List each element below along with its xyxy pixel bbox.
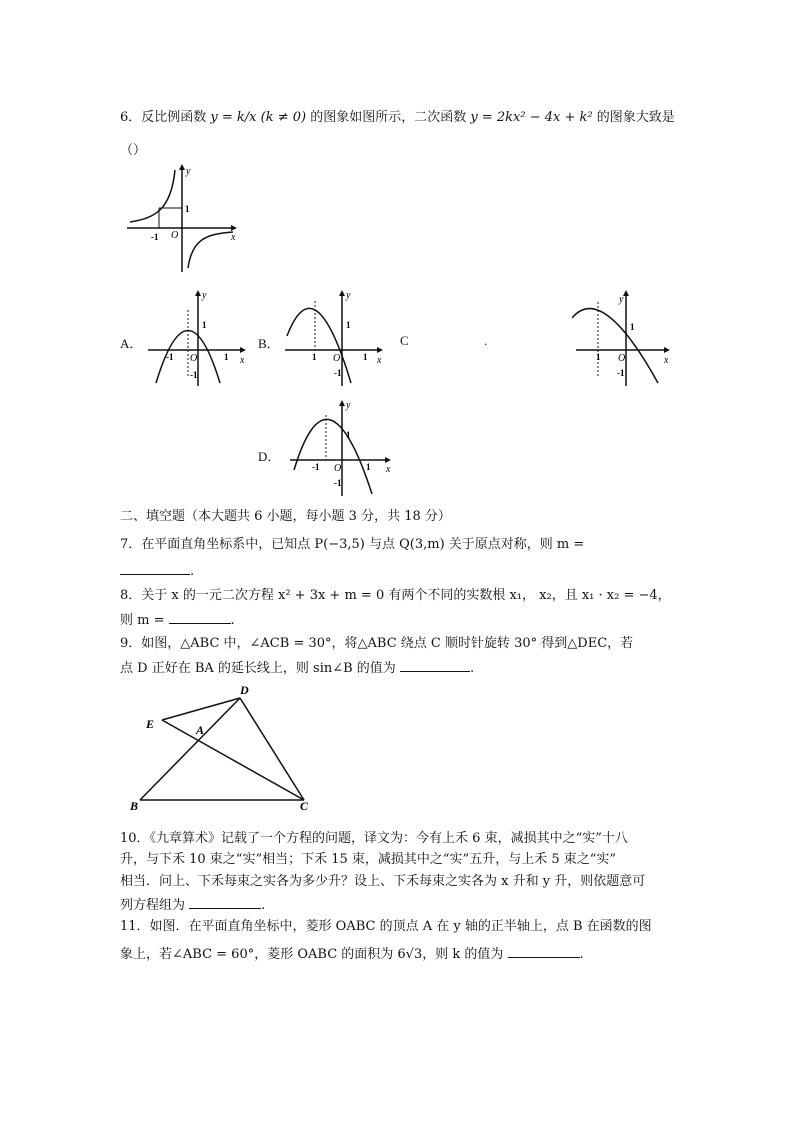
b-one-label: 1	[346, 320, 351, 330]
q7-end: .	[190, 564, 195, 579]
option-a-graph	[148, 288, 248, 388]
q11-line2	[120, 945, 584, 963]
d-y-label: y	[346, 400, 351, 411]
c-one-x: 1	[596, 352, 601, 362]
section-2-title: 二、填空题（本大题共 6 小题，每小题 3 分，共 18 分）	[120, 509, 451, 524]
q7-line2	[120, 562, 194, 580]
a-y-label: y	[202, 290, 207, 301]
b-one-x-left: 1	[312, 352, 317, 362]
q6-text-c: 的图象大致是	[596, 110, 675, 125]
q9-point-b: B	[130, 799, 139, 813]
q11-answer-blank[interactable]	[508, 945, 580, 958]
d-origin: O	[334, 463, 342, 474]
q9-answer-blank[interactable]	[400, 659, 470, 672]
q9-line2	[120, 659, 474, 677]
c-one-label: 1	[630, 322, 635, 332]
ref-origin-label: O	[171, 230, 179, 241]
q8-line2	[120, 611, 235, 629]
q10-line1: 10．《九章算术》记载了一个方程的问题，译文为：今有上禾 6 束，减损其中之“实”十八	[120, 831, 628, 846]
b-x-label: x	[377, 355, 382, 366]
ref-neg-one-label: -1	[151, 232, 159, 242]
q10-line2: 升，与下禾 10 束之“实”相当；下禾 15 束，减损其中之“实”五升，与上禾 5 束之“实”	[120, 852, 617, 867]
q6-reference-graph	[125, 160, 240, 275]
a-x-label: x	[240, 355, 245, 366]
q6-text-b: 的图象如图所示，二次函数	[310, 110, 467, 125]
q10-text4: 列方程组为	[120, 898, 186, 913]
ref-y-label: y	[186, 166, 191, 177]
q6-formula-a: y = k/x (k ≠ 0)	[210, 110, 307, 125]
q9-end: .	[469, 661, 475, 676]
q6-formula-b: y = 2kx² − 4x + k²	[470, 110, 593, 125]
b-neg-one-y: -1	[334, 368, 342, 378]
q6-paren: （）	[120, 143, 147, 158]
q9-text2: 点 D 正好在 BA 的延长线上，则 sin∠B 的值为	[120, 661, 396, 676]
option-c-dot: .	[484, 333, 488, 348]
q10-line4	[120, 896, 265, 914]
a-one-label: 1	[202, 320, 207, 330]
q10-line3: 相当．问上、下禾每束之实各为多少升？设上、下禾每束之实各为 x 升和 y 升，则依题意可	[120, 874, 646, 889]
d-x-label: x	[386, 464, 391, 475]
option-d-graph	[290, 398, 395, 498]
a-neg-one-x: -1	[166, 352, 174, 362]
q7-line1	[120, 537, 584, 553]
a-one-x: 1	[224, 352, 229, 362]
d-one-label: 1	[346, 430, 351, 440]
a-origin: O	[190, 353, 198, 364]
q8-answer-blank[interactable]	[169, 611, 231, 624]
q9-point-d: D	[240, 683, 249, 697]
q9-point-c: C	[300, 799, 309, 813]
q10-answer-blank[interactable]	[189, 896, 261, 909]
option-c-graph	[572, 288, 672, 388]
option-b-label: B．	[258, 336, 280, 351]
q6-text-a: 6．反比例函数	[120, 110, 207, 125]
d-neg-one-x: -1	[312, 462, 320, 472]
q10-end: .	[261, 898, 266, 913]
q9-line1: 9．如图，△ABC 中，∠ACB = 30°，将△ABC 绕点 C 顺时针旋转 30° 得到△DEC，若	[120, 636, 634, 651]
d-one-x: 1	[366, 462, 371, 472]
q8-line1: 8．关于 x 的一元二次方程 x² + 3x + m = 0 有两个不同的实数根 x₁， x₂，且 x₁ · x₂ = −4，	[120, 588, 671, 603]
q8-text2: 则 m =	[120, 613, 165, 628]
b-y-label: y	[346, 290, 351, 301]
c-origin: O	[618, 353, 626, 364]
c-x-label: x	[664, 355, 669, 366]
a-neg-one-y: -1	[190, 370, 198, 380]
q9-point-a: A	[196, 723, 205, 737]
ref-one-label: 1	[185, 204, 190, 214]
q11-line1: 11．如图．在平面直角坐标中，菱形 OABC 的顶点 A 在 y 轴的正半轴上，点 B 在函数的图	[120, 919, 652, 934]
ref-x-label: x	[231, 232, 236, 243]
q11-text2: 象上，若∠ABC = 60°，菱形 OABC 的面积为 6√3，则 k 的值为	[120, 947, 504, 962]
c-neg-one-y: -1	[617, 368, 625, 378]
b-origin: O	[333, 353, 341, 364]
q7-answer-blank[interactable]	[120, 562, 190, 575]
q9-triangle-figure	[128, 682, 318, 814]
option-c-label: C	[400, 333, 409, 348]
option-d-label: D．	[258, 449, 281, 464]
q8-end: .	[230, 613, 235, 628]
option-a-label: A．	[120, 336, 143, 351]
d-neg-one-y: -1	[334, 478, 342, 488]
q11-end: .	[579, 947, 584, 962]
q9-point-e: E	[146, 717, 155, 731]
q6-line1	[120, 110, 675, 126]
option-b-graph	[285, 288, 385, 388]
q7-text: 7．在平面直角坐标系中，已知点 P(−3,5) 与点 Q(3,m) 关于原点对称，则 m =	[120, 537, 585, 552]
b-one-x: 1	[363, 352, 368, 362]
c-y-label: y	[619, 294, 624, 305]
